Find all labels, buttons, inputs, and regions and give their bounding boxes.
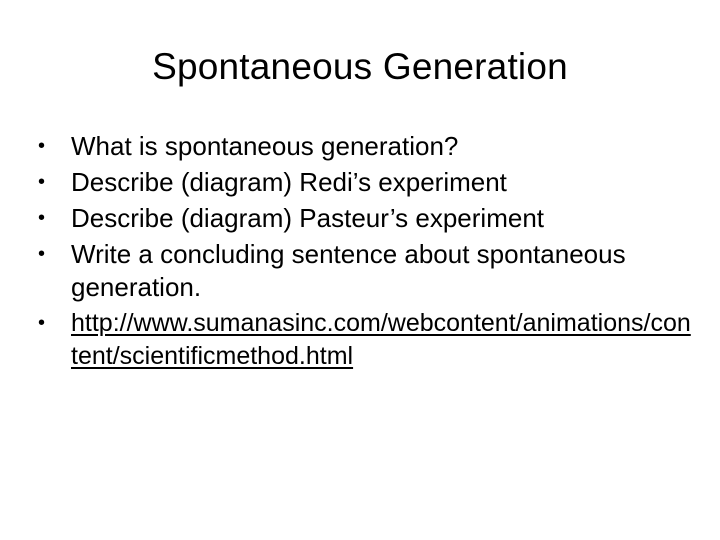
bullet-list xyxy=(36,130,696,376)
bullet-icon: • xyxy=(38,135,46,157)
bullet-item xyxy=(36,202,696,235)
bullet-icon: • xyxy=(38,312,46,334)
bullet-text: Describe (diagram) Redi’s experiment xyxy=(71,167,507,197)
bullet-icon: • xyxy=(38,243,46,265)
bullet-item xyxy=(36,166,696,199)
bullet-item xyxy=(36,238,696,304)
bullet-text: What is spontaneous generation? xyxy=(71,131,459,161)
bullet-text: Write a concluding sentence about spontaneous generation. xyxy=(71,239,626,302)
resource-link[interactable]: http://www.sumanasinc.com/webcontent/animations/content/scientificmethod.html xyxy=(71,309,691,370)
slide-title: Spontaneous Generation xyxy=(152,46,568,87)
bullet-item-link xyxy=(36,307,696,373)
bullet-icon: • xyxy=(38,207,46,229)
bullet-icon: • xyxy=(38,171,46,193)
bullet-text: Describe (diagram) Pasteur’s experiment xyxy=(71,203,545,233)
bullet-item xyxy=(36,130,696,163)
